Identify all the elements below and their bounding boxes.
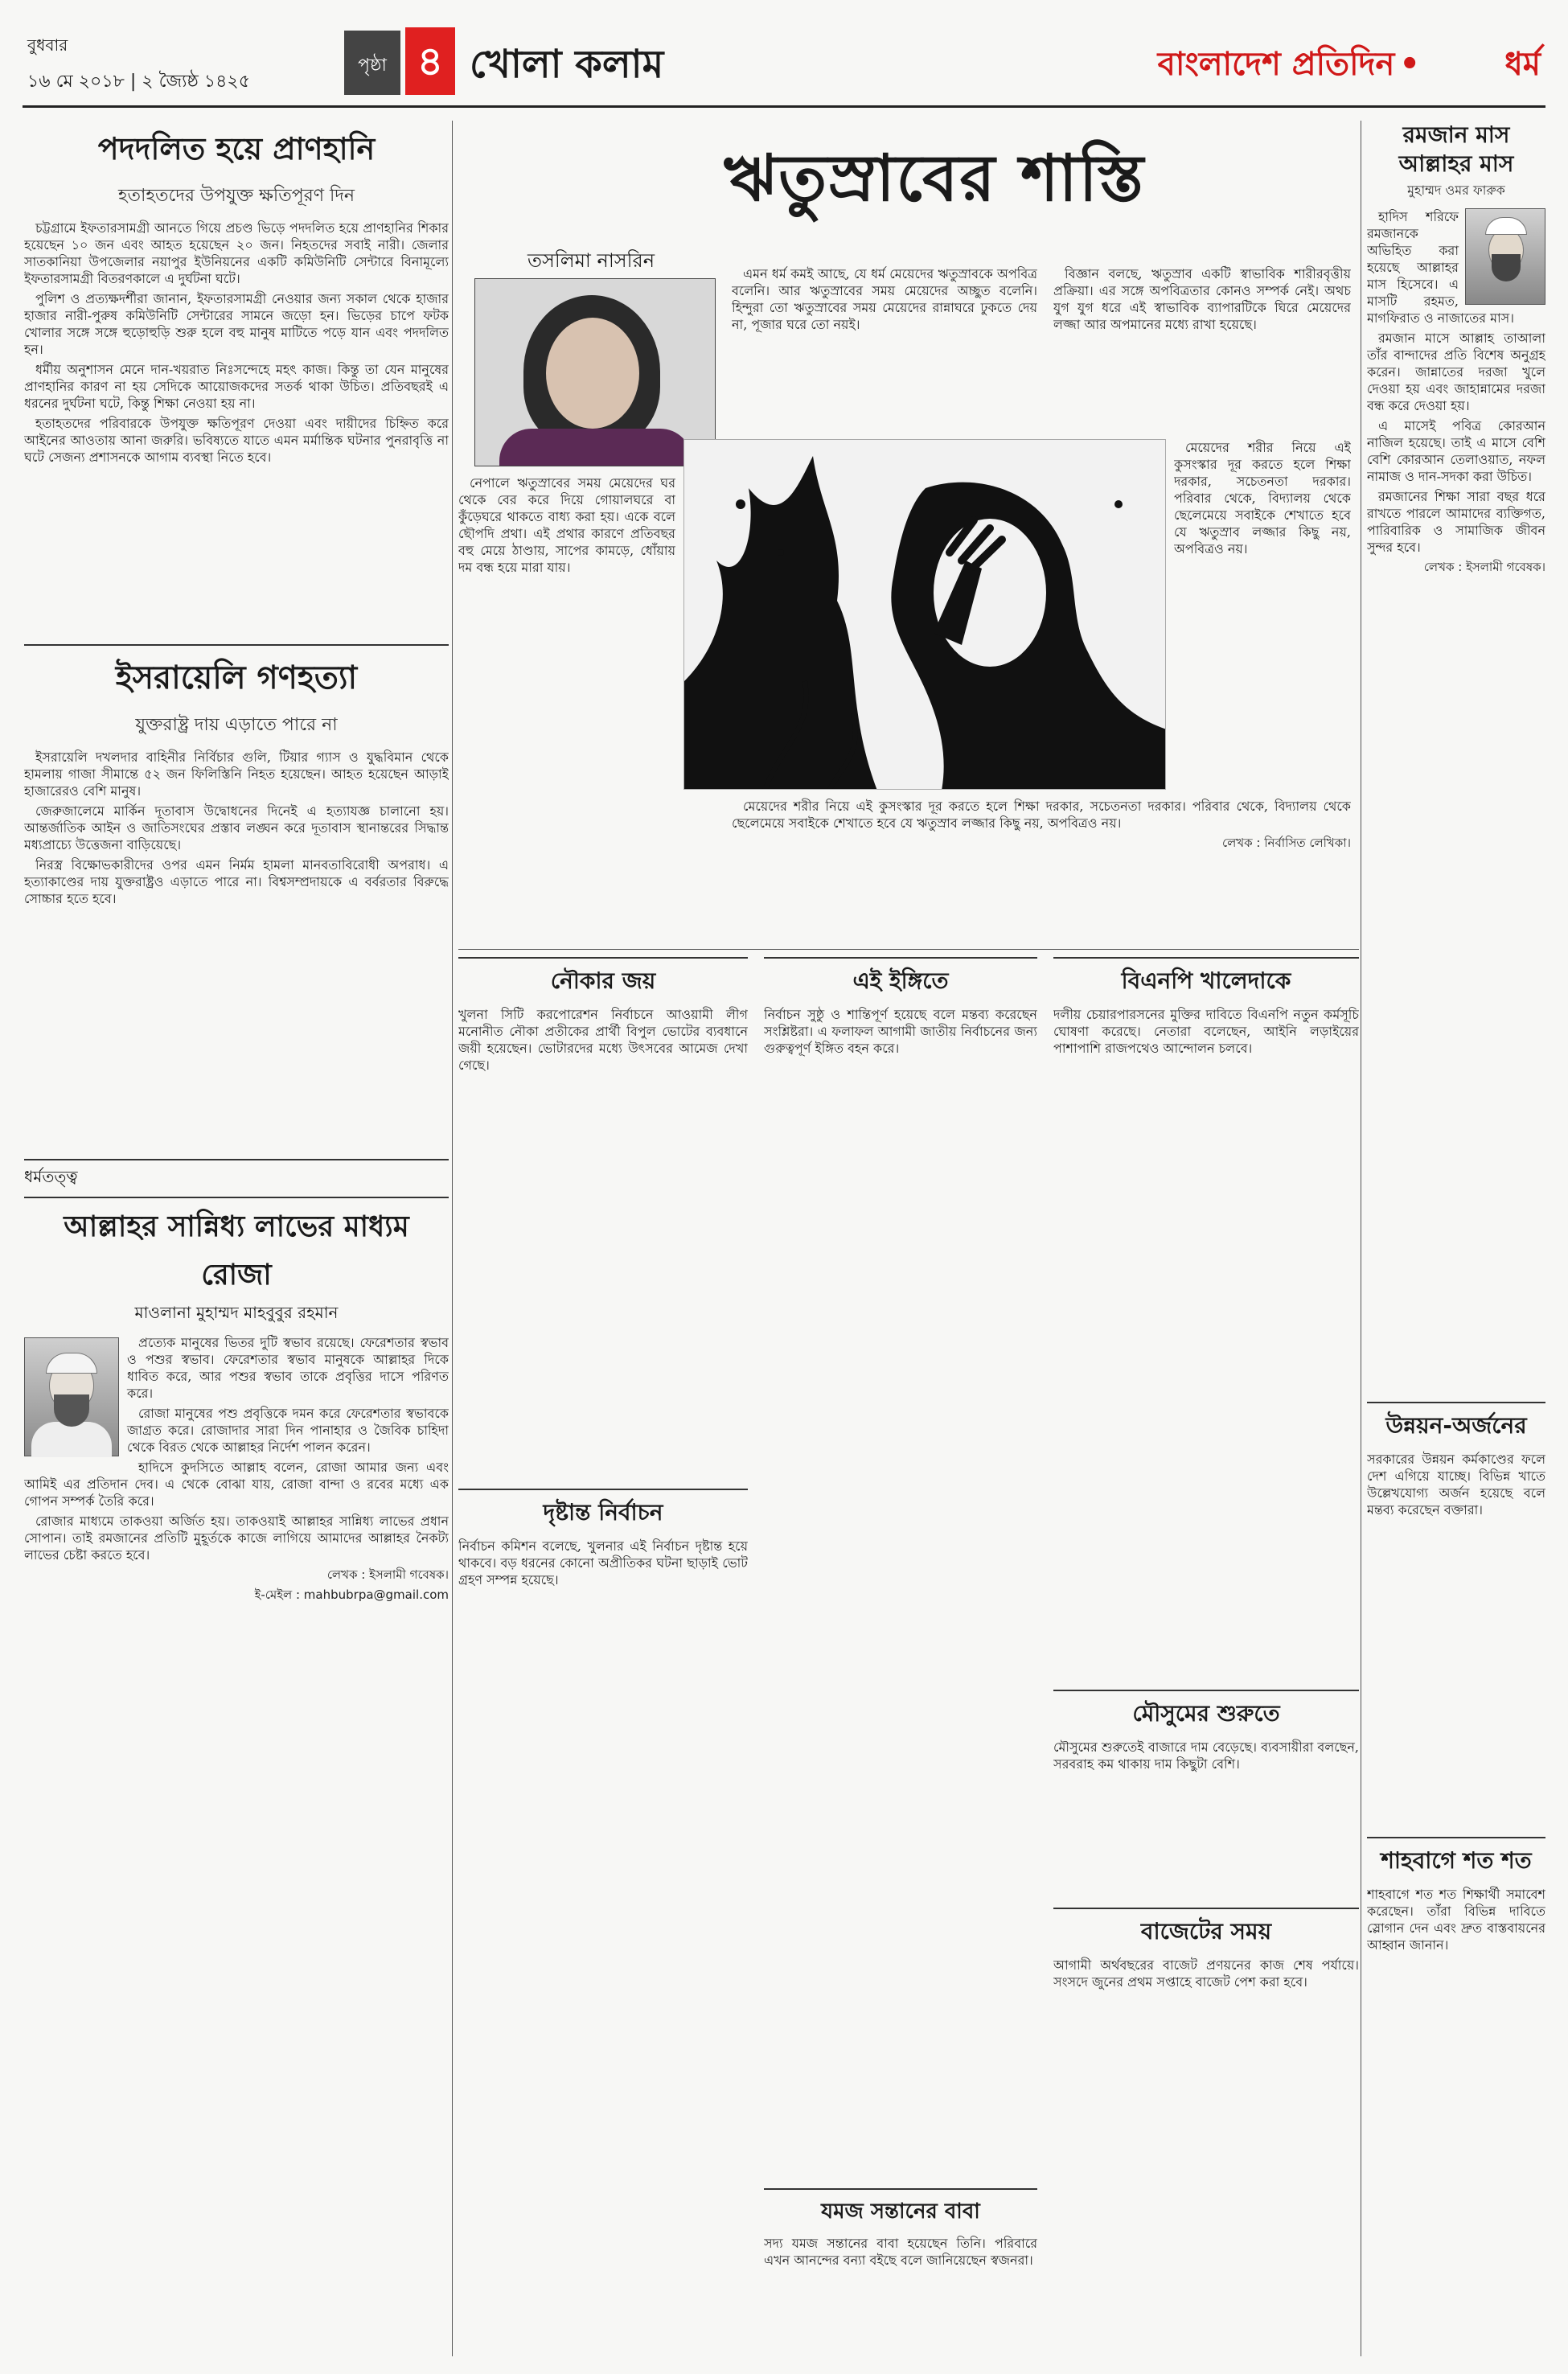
paragraph: রোজার মাধ্যমে তাকওয়া অর্জিত হয়। তাকওয়াই আল্লাহর সান্নিধ্য লাভের প্রধান সোপান। তাই রমজানের প্রতিটি মুহূর্তকে কাজে লাগিয়ে আমাদের আল্লাহর নৈকট্য লাভের চেষ্টা করতে হবে। <box>24 1514 449 1563</box>
feature-body-col <box>1174 439 1351 790</box>
issue-day: বুধবার <box>27 35 68 55</box>
paragraph: এ মাসেই পবিত্র কোরআন নাজিল হয়েছে। তাই এ মাসে বেশি বেশি কোরআন তেলাওয়াত, নফল নামাজ ও দান-সদকা করা উচিত। <box>1367 418 1545 484</box>
author-credit: লেখক : ইসলামী গবেষক। <box>326 1567 449 1582</box>
left-column <box>24 121 449 2307</box>
article-body <box>24 1334 449 2307</box>
stub-column <box>458 957 748 2358</box>
stub-title: নৌকার জয় <box>458 957 748 1001</box>
stub-body: খুলনা সিটি করপোরেশন নির্বাচনে আওয়ামী লীগ মনোনীত নৌকা প্রতীকের প্রার্থী বিপুল ভোটের ব্যবধানে জয়ী হয়েছেন। ভোটারদের মধ্যে উৎসবের আমেজ দেখা গেছে। <box>458 1007 748 1073</box>
stub-title: উন্নয়ন-অর্জনের <box>1367 1402 1545 1446</box>
issue-date: ১৬ মে ২০১৮ | ২ জ্যৈষ্ঠ ১৪২৫ <box>27 72 250 92</box>
stub-title: শাহবাগে শত শত <box>1367 1837 1545 1881</box>
stub-title: দৃষ্টান্ত নির্বাচন <box>458 1489 748 1533</box>
author-photo <box>1465 208 1545 305</box>
portrait-face <box>546 318 639 429</box>
right-column <box>1367 121 1545 2352</box>
stub-body: আগামী অর্থবছরের বাজেট প্রণয়নের কাজ শেষ পর্যায়ে। সংসদে জুনের প্রথম সপ্তাহে বাজেট পেশ করা হবে। <box>1053 1957 1359 1990</box>
feature-body-col <box>458 474 675 788</box>
section-title: খোলা কলাম <box>470 42 664 87</box>
feature-credit: লেখক : নির্বাসিত লেখিকা। <box>1222 836 1351 850</box>
paragraph: মেয়েদের শরীর নিয়ে এই কুসংস্কার দূর করতে হলে শিক্ষা দরকার, সচেতনতা দরকার। পরিবার থেকে, বিদ্যালয় থেকে ছেলেমেয়ে সবাইকে শেখাতে হবে যে ঋতুস্রাব লজ্জার কিছু নয়, অপবিত্রও নয়। <box>1174 440 1351 557</box>
editorial-subtitle: হতাহতদের উপযুক্ত ক্ষতিপূরণ দিন <box>117 186 355 206</box>
article-body <box>1367 208 1545 1390</box>
section-divider <box>24 644 449 646</box>
stub-body: নির্বাচন সুষ্ঠু ও শান্তিপূর্ণ হয়েছে বলে মন্তব্য করেছেন সংশ্লিষ্টরা। এ ফলাফল আগামী জাতীয় নির্বাচনের জন্য গুরুত্বপূর্ণ ইঙ্গিত বহন করে। <box>764 1007 1037 1056</box>
page-number: ৪ <box>405 27 455 95</box>
feature-title: ঋতুস্রাবের শাস্তি <box>724 141 1146 216</box>
column-divider <box>452 121 453 2356</box>
newspaper-brand <box>1158 39 1425 92</box>
feature-section <box>458 121 1359 2356</box>
stub-body: সরকারের উন্নয়ন কর্মকাণ্ডের ফলে দেশ এগিয়ে যাচ্ছে। বিভিন্ন খাতে উল্লেখযোগ্য অর্জন হয়েছে বলে মন্তব্য করেছেন বক্তারা। <box>1367 1452 1545 1518</box>
portrait-shirt <box>499 429 692 466</box>
category-title: ধর্ম <box>1504 46 1541 83</box>
page-label: পৃষ্ঠা <box>344 31 400 95</box>
paragraph: নেপালে ঋতুস্রাবের সময় মেয়েদের ঘর থেকে বের করে দিয়ে গোয়ালঘরে বা কুঁড়েঘরে থাকতে বাধ্য করা হয়। একে বলে ছৌপদি প্রথা। এই প্রথার কারণে প্রতিবছর বহু মেয়ে ঠাণ্ডায়, সাপের কামড়ে, ধোঁয়ায় দম বন্ধ হয়ে মারা যায়। <box>458 475 675 575</box>
article-author: মাওলানা মুহাম্মদ মাহবুবুর রহমান <box>134 1303 339 1322</box>
editorial-title: ইসরায়েলি গণহত্যা <box>115 659 358 696</box>
author-photo-body <box>31 1422 112 1457</box>
article-title: আল্লাহর সান্নিধ্য লাভের মাধ্যম রোজা <box>64 1210 409 1292</box>
feature-author: তসলিমা নাসরিন <box>527 249 655 272</box>
brand-dot: • <box>1399 46 1420 83</box>
feature-body-col <box>732 798 1351 939</box>
paragraph: প্রত্যেক মানুষের ভিতর দুটি স্বভাব রয়েছে। ফেরেশতার স্বভাব ও পশুর স্বভাব। ফেরেশতার স্বভাব মানুষকে আল্লাহর দিকে ধাবিত করে, আর পশুর স্বভাব তাকে প্রবৃত্তির দাসে পরিণত করে। <box>127 1335 449 1401</box>
stub-body: দলীয় চেয়ারপারসনের মুক্তির দাবিতে বিএনপি নতুন কর্মসূচি ঘোষণা করেছে। নেতারা বলেছেন, আইনি লড়াইয়ের পাশাপাশি রাজপথেও আন্দোলন চলবে। <box>1053 1007 1359 1056</box>
stub-body: নির্বাচন কমিশন বলেছে, খুলনার এই নির্বাচন দৃষ্টান্ত হয়ে থাকবে। বড় ধরনের কোনো অপ্রীতিকর ঘটনা ছাড়াই ভোট গ্রহণ সম্পন্ন হয়েছে। <box>458 1538 748 1587</box>
author-portrait <box>474 278 716 466</box>
paragraph: এমন ধর্ম কমই আছে, যে ধর্ম মেয়েদের ঋতুস্রাবকে অপবিত্র বলেনি। আর ঋতুস্রাবের সময় মেয়েদের অচ্ছুত বলেনি। হিন্দুরা তো ঋতুস্রাবের সময় মেয়েদের রান্নাঘরে ঢুকতে দেয় না, পূজার ঘরে তো নয়ই। <box>732 266 1037 332</box>
paragraph: হাদিস শরিফে রমজানকে অভিহিত করা হয়েছে আল্লাহর মাস হিসেবে। এ মাসটি রহমত, মাগফিরাত ও নাজাতের মাস। <box>1367 209 1514 326</box>
column-header <box>24 1159 449 1198</box>
stub-body: সদ্য যমজ সন্তানের বাবা হয়েছেন তিনি। পরিবারে এখন আনন্দের বন্যা বইছে বলে জানিয়েছেন স্বজনরা। <box>764 2236 1037 2268</box>
article-author: মুহাম্মদ ওমর ফারুক <box>1407 183 1505 198</box>
editorial-body <box>24 220 449 638</box>
paragraph: ধর্মীয় অনুশাসন মেনে দান-খয়রাত নিঃসন্দেহে মহৎ কাজ। কিন্তু তা যেন মানুষের প্রাণহানির কারণ না হয় সেদিকে আয়োজকদের সতর্ক থাকা উচিত। প্রতিবছরই এ ধরনের দুর্ঘটনা ঘটে, কিন্তু শিক্ষা নেওয়া হয় না। <box>24 362 449 411</box>
feature-body-col <box>1053 265 1351 426</box>
paragraph: নিরস্ত্র বিক্ষোভকারীদের ওপর এমন নির্মম হামলা মানবতাবিরোধী অপরাধ। এ হত্যাকাণ্ডের দায় যুক্তরাষ্ট্রও এড়াতে পারে না। বিশ্বসম্প্রদায়কে এ বর্বরতার বিরুদ্ধে সোচ্চার হতে হবে। <box>24 857 449 906</box>
paragraph: মেয়েদের শরীর নিয়ে এই কুসংস্কার দূর করতে হলে শিক্ষা দরকার, সচেতনতা দরকার। পরিবার থেকে, বিদ্যালয় থেকে ছেলেমেয়ে সবাইকে শেখাতে হবে যে ঋতুস্রাব লজ্জার কিছু নয়, অপবিত্রও নয়। <box>732 799 1351 831</box>
author-photo <box>24 1337 119 1456</box>
stub-title: বিএনপি খালেদাকে <box>1053 957 1359 1001</box>
feature-body-col <box>732 265 1037 426</box>
masthead <box>23 19 1545 108</box>
author-photo-beard <box>1492 254 1521 281</box>
column-tag: ধর্মতত্ত্ব <box>24 1167 78 1186</box>
paragraph: রমজানের শিক্ষা সারা বছর ধরে রাখতে পারলে আমাদের ব্যক্তিগত, পারিবারিক ও সামাজিক জীবন সুন্দর হবে। <box>1367 489 1545 555</box>
silhouette-illustration <box>684 440 1166 790</box>
article-title: রমজান মাস আল্লাহর মাস <box>1398 121 1514 177</box>
author-credit: লেখক : ইসলামী গবেষক। <box>1423 560 1545 574</box>
paragraph: ইসরায়েলি দখলদার বাহিনীর নির্বিচার গুলি, টিয়ার গ্যাস ও যুদ্ধবিমান থেকে হামলায় গাজা সীমান্তে ৫২ জন ফিলিস্তিনি নিহত হয়েছেন। আহত হয়েছেন আড়াই হাজারেরও বেশি মানুষ। <box>24 750 449 799</box>
paragraph: রমজান মাসে আল্লাহ তাআলা তাঁর বান্দাদের প্রতি বিশেষ অনুগ্রহ করেন। জান্নাতের দরজা খুলে দেওয়া হয় এবং জাহান্নামের দরজা বন্ধ করে দেওয়া হয়। <box>1367 331 1545 413</box>
stub-title: যমজ সন্তানের বাবা <box>764 2188 1037 2230</box>
paragraph: জেরুজালেমে মার্কিন দূতাবাস উদ্বোধনের দিনেই এ হত্যাযজ্ঞ চালানো হয়। আন্তর্জাতিক আইন ও জাতিসংঘের প্রস্তাব লঙ্ঘন করে দূতাবাস স্থানান্তরের সিদ্ধান্ত মধ্যপ্রাচ্যে উত্তেজনা বাড়িয়েছে। <box>24 803 449 852</box>
editorial-subtitle: যুক্তরাষ্ট্র দায় এড়াতে পারে না <box>135 715 338 735</box>
feature-illustration <box>683 439 1166 790</box>
stub-body: মৌসুমের শুরুতেই বাজারে দাম বেড়েছে। ব্যবসায়ীরা বলছেন, সরবরাহ কম থাকায় দাম কিছুটা বেশি। <box>1053 1739 1359 1772</box>
author-photo-cap <box>1485 217 1527 235</box>
editorial-title: পদদলিত হয়ে প্রাণহানি <box>97 131 376 166</box>
author-email: ই-মেইল : mahbubrpa@gmail.com <box>254 1587 449 1602</box>
editorial-body <box>24 749 449 1151</box>
paragraph: হতাহতদের পরিবারকে উপযুক্ত ক্ষতিপূরণ দেওয়া এবং দায়ীদের চিহ্নিত করে আইনের আওতায় আনা জরুরি। ভবিষ্যতে যাতে এমন মর্মান্তিক ঘটনার পুনরাবৃত্তি না ঘটে সেজন্য প্রশাসনকে আগাম ব্যবস্থা নিতে হবে। <box>24 416 449 465</box>
stub-body: শাহবাগে শত শত শিক্ষার্থী সমাবেশ করেছেন। তাঁরা বিভিন্ন দাবিতে স্লোগান দেন এবং দ্রুত বাস্তবায়নের আহ্বান জানান। <box>1367 1887 1545 1953</box>
stub-title: এই ইঙ্গিতে <box>764 957 1037 1001</box>
paragraph: বিজ্ঞান বলছে, ঋতুস্রাব একটি স্বাভাবিক শারীরবৃত্তীয় প্রক্রিয়া। এর সঙ্গে অপবিত্রতার কোনও সম্পর্ক নেই। অথচ যুগ যুগ ধরে এই স্বাভাবিক ব্যাপারটিকে ঘিরে মেয়েদের লজ্জা আর অপমানের মধ্যে রাখা হয়েছে। <box>1053 266 1351 332</box>
section-divider <box>458 949 1359 950</box>
author-photo-cap <box>46 1353 97 1374</box>
brand-name: বাংলাদেশ প্রতিদিন <box>1157 46 1395 83</box>
stub-column <box>764 957 1037 2374</box>
stub-column <box>1053 957 1359 2359</box>
paragraph: পুলিশ ও প্রত্যক্ষদর্শীরা জানান, ইফতারসামগ্রী নেওয়ার জন্য সকাল থেকে হাজার হাজার নারী-পুরুষ কমিউনিটি সেন্টারের সামনে জড়ো হন। ভিড়ের চাপে ফটক খোলার সঙ্গে সঙ্গে হুড়োহুড়ি শুরু হলে বহু মানুষ মাটিতে পড়ে যান এবং পদদলিত হন। <box>24 291 449 357</box>
stub-title: বাজেটের সময় <box>1053 1908 1359 1952</box>
paragraph: হাদিসে কুদসিতে আল্লাহ বলেন, রোজা আমার জন্য এবং আমিই এর প্রতিদান দেব। এ থেকে বোঝা যায়, রোজা বান্দা ও রবের মধ্যে এক গোপন সম্পর্ক তৈরি করে। <box>24 1460 449 1509</box>
paragraph: চট্টগ্রামে ইফতারসামগ্রী আনতে গিয়ে প্রচণ্ড ভিড়ে পদদলিত হয়ে প্রাণহানির শিকার হয়েছেন ১০ জন এবং আহত হয়েছেন ২০ জন। নিহতদের সবাই নারী। জেলার সাতকানিয়া উপজেলার নয়াপুর ইউনিয়নের একটি কমিউনিটি সেন্টারে বিনামূল্যে ইফতারসামগ্রী বিতরণকালে এ দুর্ঘটনা ঘটে। <box>24 220 449 286</box>
paragraph: রোজা মানুষের পশু প্রবৃত্তিকে দমন করে ফেরেশতার স্বভাবকে জাগ্রত করে। রোজাদার সারা দিন পানাহার ও জৈবিক চাহিদা থেকে বিরত থেকে আল্লাহর নির্দেশ পালন করেন। <box>127 1406 449 1455</box>
stub-title: মৌসুমের শুরুতে <box>1053 1690 1359 1734</box>
